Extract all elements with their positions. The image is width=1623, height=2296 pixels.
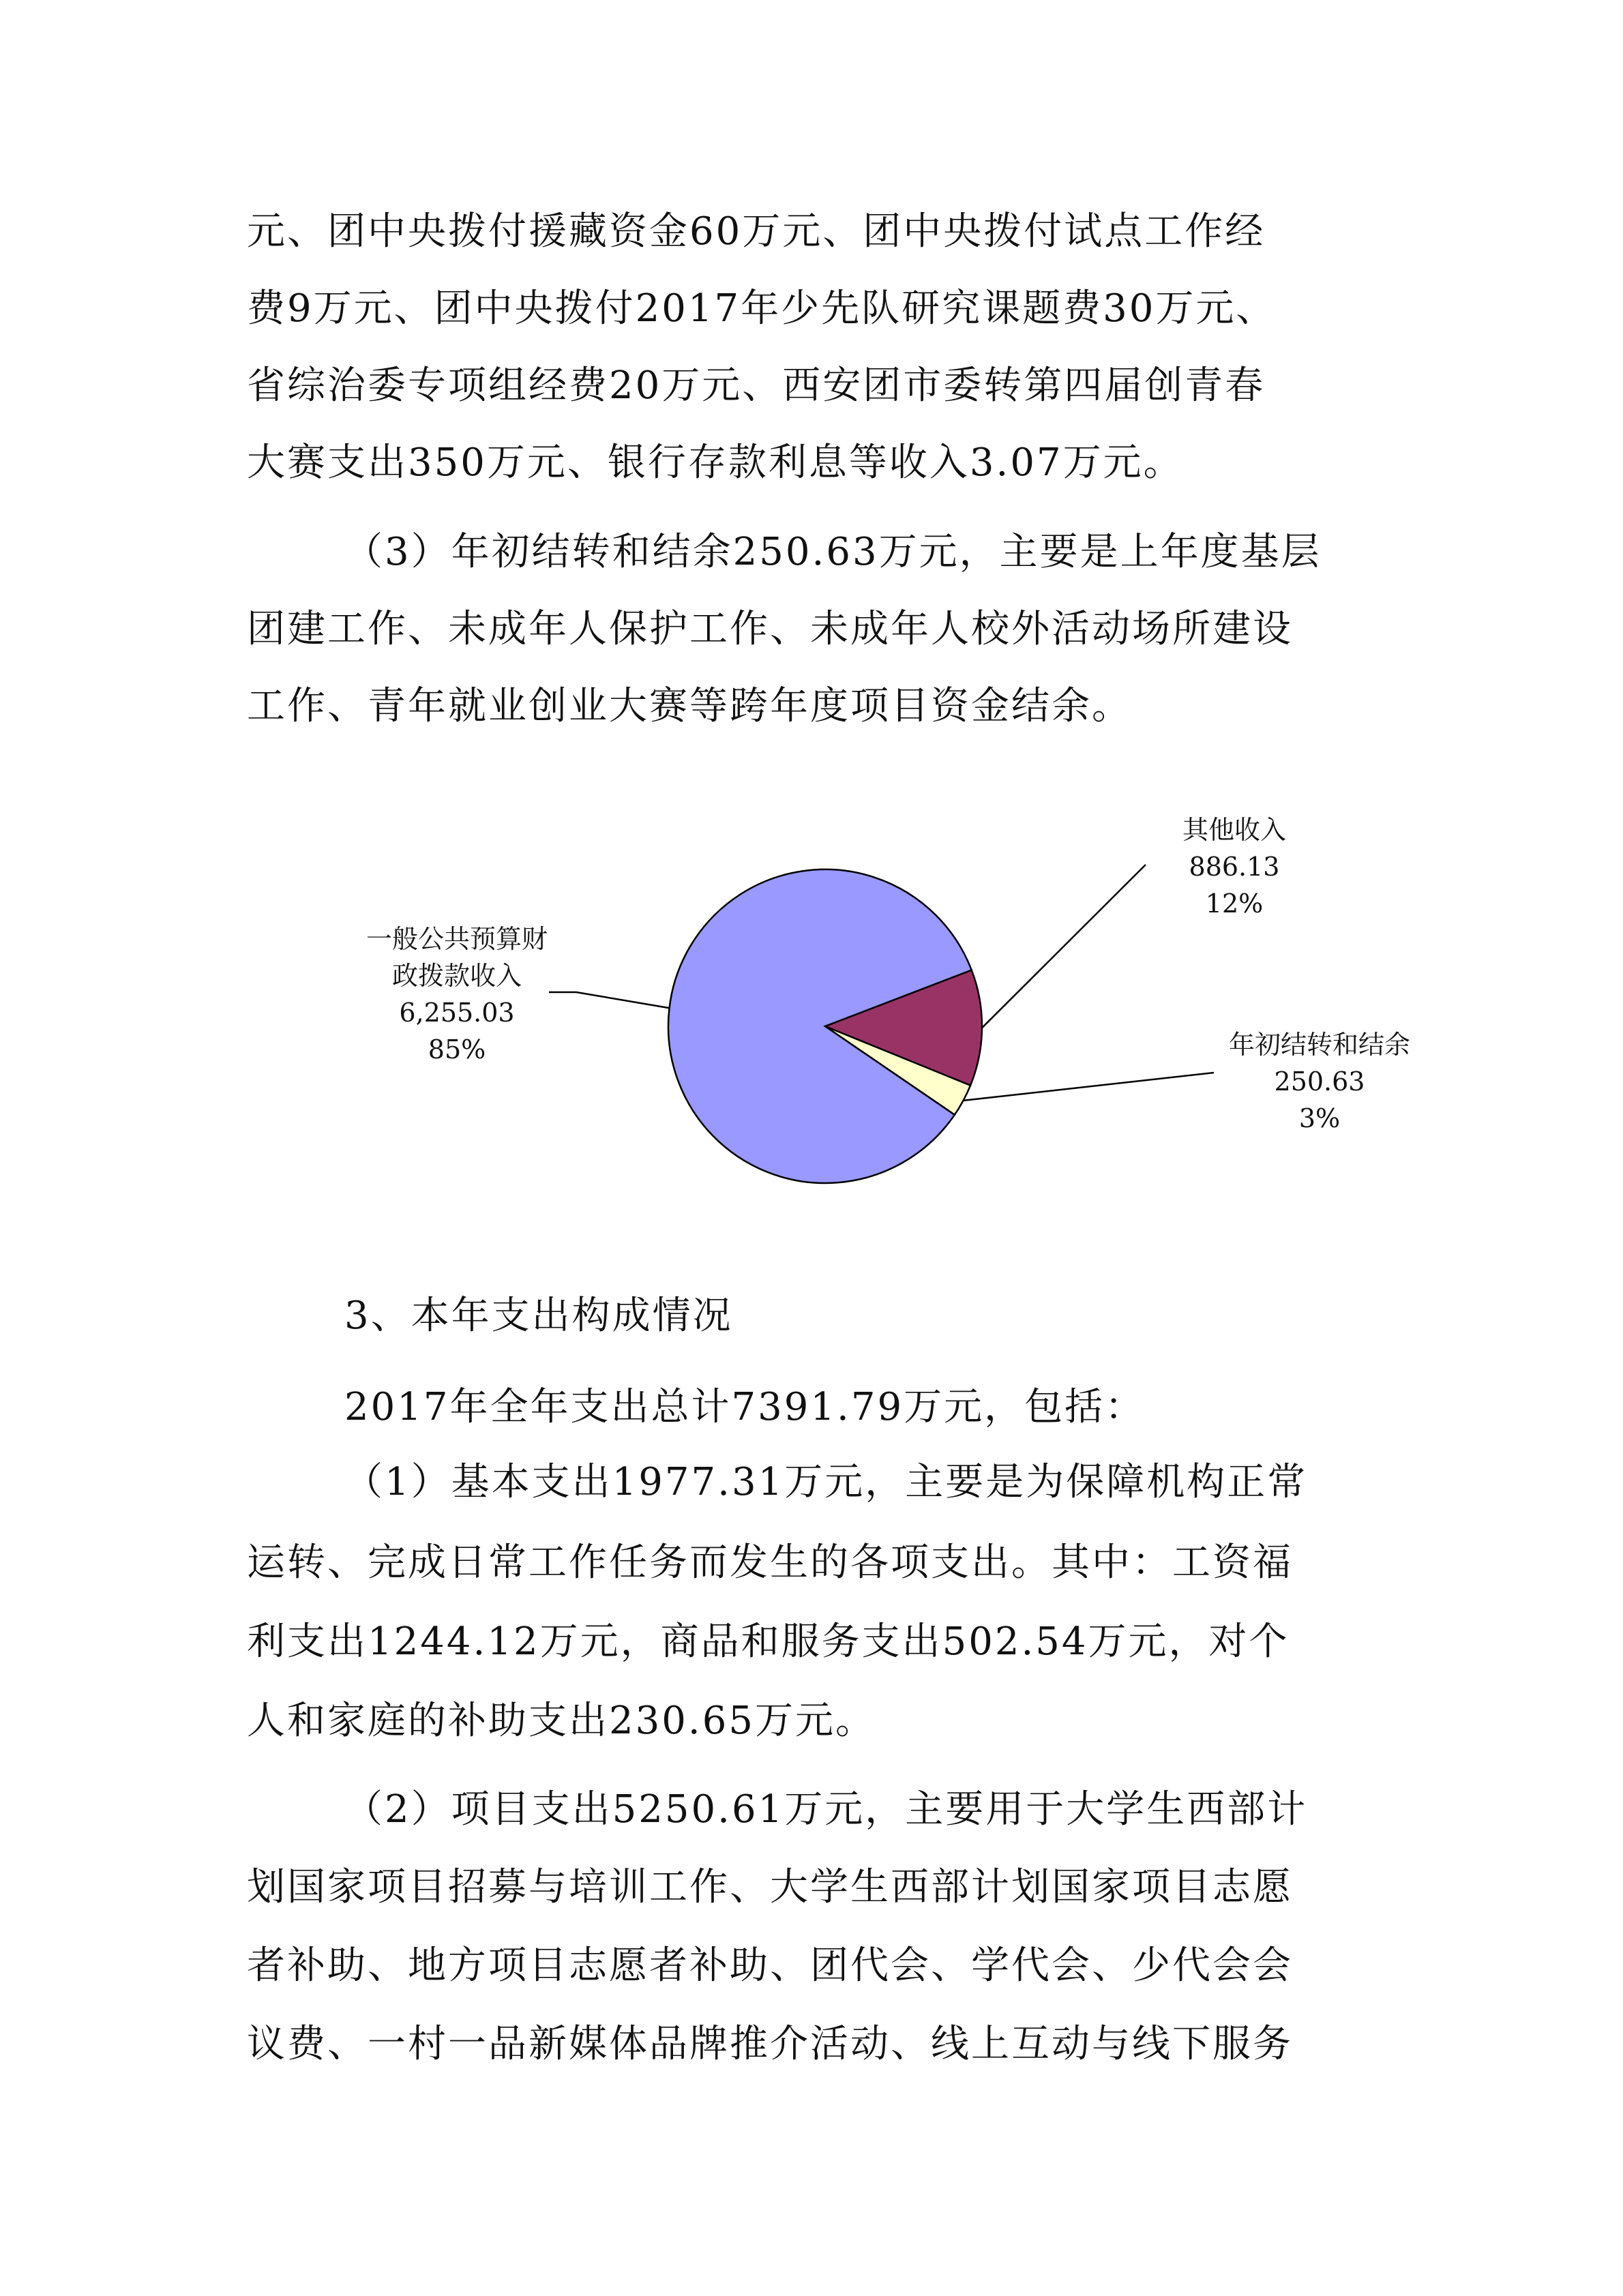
pie-label: 其他收入 <box>1182 815 1287 845</box>
paragraph-line: （3）年初结转和结余250.63万元，主要是上年度基层 <box>344 530 1322 574</box>
paragraph-line: （1）基本支出1977.31万元，主要是为保障机构正常 <box>344 1460 1308 1504</box>
leader-line <box>982 865 1146 1028</box>
pie-label: 年初结转和结余 <box>1228 1030 1411 1060</box>
paragraph-line: 元、团中央拨付援藏资金60万元、团中央拨付试点工作经 <box>247 209 1266 254</box>
paragraph-line: 大赛支出350万元、银行存款利息等收入3.07万元。 <box>247 441 1184 485</box>
paragraph-line: 议费、一村一品新媒体品牌推介活动、线上互动与线下服务 <box>247 2022 1293 2066</box>
leader-line <box>964 1073 1214 1101</box>
pie-label: 886.13 <box>1189 852 1280 882</box>
paragraph-line: 划国家项目招募与培训工作、大学生西部计划国家项目志愿 <box>247 1865 1293 1909</box>
paragraph-line: 2017年全年支出总计7391.79万元，包括： <box>344 1385 1146 1429</box>
pie-label: 3% <box>1298 1103 1341 1133</box>
pie-label: 85% <box>428 1034 486 1064</box>
paragraph-line: 利支出1244.12万元，商品和服务支出502.54万元，对个 <box>247 1620 1290 1664</box>
section-heading: 3、本年支出构成情况 <box>344 1294 733 1338</box>
leader-line <box>549 992 670 1008</box>
pie-label: 12% <box>1205 889 1264 919</box>
income-pie-chart <box>0 784 1623 1227</box>
paragraph-line: 费9万元、团中央拨付2017年少先队研究课题费30万元、 <box>247 286 1277 331</box>
pie-label: 一般公共预算财 <box>366 924 548 954</box>
paragraph-line: （2）项目支出5250.61万元，主要用于大学生西部计 <box>344 1787 1308 1832</box>
paragraph-line: 人和家庭的补助支出230.65万元。 <box>247 1699 876 1743</box>
paragraph-line: 省综治委专项组经费20万元、西安团市委转第四届创青春 <box>247 363 1266 408</box>
paragraph-line: 运转、完成日常工作任务而发生的各项支出。其中：工资福 <box>247 1540 1293 1585</box>
paragraph-line: 工作、青年就业创业大赛等跨年度项目资金结余。 <box>247 684 1132 728</box>
pie-label: 政拨款收入 <box>391 961 522 991</box>
paragraph-line: 者补助、地方项目志愿者补助、团代会、学代会、少代会会 <box>247 1943 1293 1988</box>
pie-label: 6,255.03 <box>399 998 515 1028</box>
pie-label: 250.63 <box>1274 1067 1365 1097</box>
paragraph-line: 团建工作、未成年人保护工作、未成年人校外活动场所建设 <box>247 607 1293 651</box>
